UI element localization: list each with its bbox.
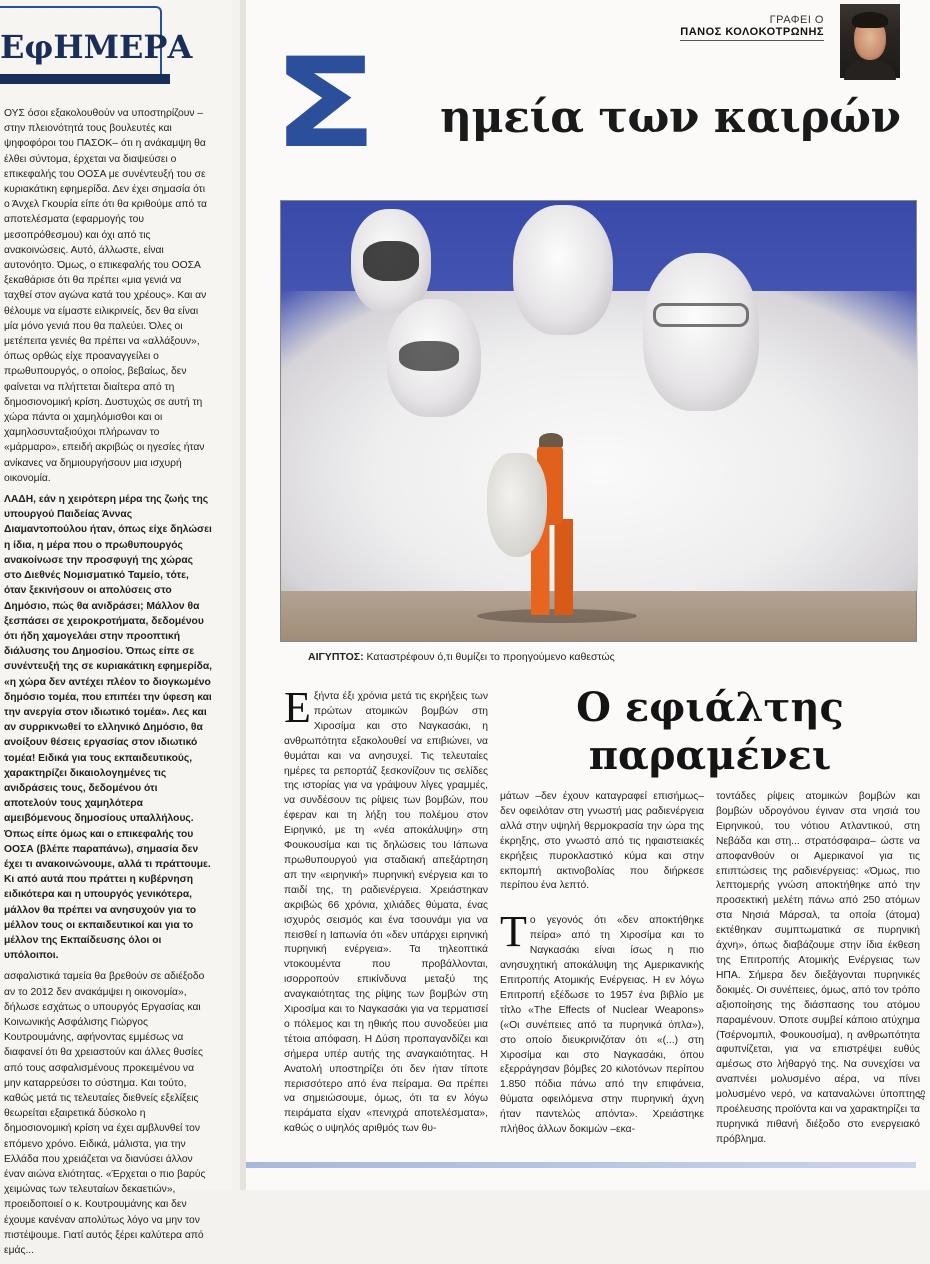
author-name: ΠΑΝΟΣ ΚΟΛΟΚΟΤΡΩΝΗΣ <box>680 26 824 41</box>
photo-caption <box>308 651 615 663</box>
left-sidebar-column <box>0 0 232 1257</box>
photo-caption-text: Καταστρέφουν ό,τι θυμίζει το προηγούμενο καθεστώς <box>363 651 615 663</box>
article-headline: Ο εφιάλτης παραμένει <box>576 684 844 779</box>
photo-worker-sack <box>487 453 547 557</box>
article-column-3: τοντάδες ρίψεις ατομικών βομβών και βομβών υδρογόνου έγιναν στα νησιά του Ειρηνικού, του νότιου Ατλαντικού, στη Νεβάδα και στη... στρατόσφαιρα– ώστε να αποφανθούν οι Αμερικανοί για τις επιπτώσεις της ραδιενέργειας: «Όμως, πιο λεπτομερής γνώση αποκτήθηκε από την προσεκτική μελέτη πάνω από 250 ατόμων στα Νησιά Μάρσαλ, τα οποία (άτομα) εκτέθηκαν συμπτωματικά σε πυρηνική άχνη», όπως διαβάζουμε στην ίδια έκθεση της Επιτροπής Ατομικής Ενέργειας των ΗΠΑ. Σήμερα δεν διεξάγονται πυρηνικές δοκιμές. Οι συνέπειες, όμως, από τον τρόπο αξιοποίησης της διάσπασης του ατόμου παραμένουν. Όποτε συμβεί κάποιο ατύχημα (Τσέρνομπιλ, Φουκουσίμα), η ανθρωπότητα αφυπνίζεται, για να επιστρέψει ευθύς αμέσως στο λήθαργό της. Να συνεχίσει να αναπνέει μολυσμένο αέρα, να πίνει μολυσμένο νερό, να καταναλώνει ύποπτης προέλευσης προϊόντα και να χαρακτηρίζει τα πυρηνικά πιθανή διέξοδο στο ενεργειακό πρόβλημα. <box>716 791 920 1145</box>
author-byline <box>680 14 824 41</box>
author-photo-shirt <box>844 60 896 80</box>
photo-statue-glasses <box>653 303 749 327</box>
page-number: 45 <box>917 1089 928 1101</box>
article-column-2-paragraph-2 <box>500 907 704 1138</box>
author-photo <box>840 4 900 78</box>
photo-mountain <box>281 291 918 591</box>
author-photo-hair <box>852 12 888 28</box>
article-dropcap-1: Ε <box>284 683 311 732</box>
left-paragraph-1: ΟΥΣ όσοι εξακολουθούν να υποστηρίζουν –στην πλειονότητά τους βουλευτές και ψηφοφόροι του ΠΑΣΟΚ– ότι η ανάκαμψη θα έλθει σύντομα, έρχεται να διαψεύσει ο επικεφαλής του ΟΟΣΑ με συνέντευξή του σε κυριακάτικη εφημερίδα. Δεν έχει σημασία ότι ο Άνχελ Γκουρία είπε ότι θα κριθούμε από τα αποτελέσματα (εφαρμογής του μεσοπρόθεσμου) και όχι από τις ανακοινώσεις. Αυτό, άλλωστε, είναι αυτονόητο. Όμως, ο επικεφαλής του ΟΟΣΑ ξεκαθάρισε ότι θα πρέπει «μια γενιά να ταχθεί στον αγώνα κατά του χρέους». Και αν θέλουμε να είμαστε ειλικρινείς, δεν θα είναι μία μόνο γενιά που θα παλεύει. Όλες οι μετέπειτα γενιές θα πρέπει να «αλλάξουν», όπως ορθώς είχε προαναγγείλει ο πρωθυπουργός, ο οποίος, βεβαίως, δεν φαίνεται να πλήττεται διαίτερα από τη δημοσιονομική κρίση. Δυστυχώς σε αυτή τη χώρα πάντα οι χαμηλόμισθοι και οι χαμηλοσυνταξιούχοι πλήρωναν το «μάρμαρο», επειδή ακριβώς οι ηγεσίες ήταν ανίκανες να δημιουργήσουν μια ισχυρή οικονομία. <box>4 108 207 484</box>
photo-statue-head-3 <box>513 205 613 335</box>
photo-caption-place: ΑΙΓΥΠΤΟΣ: <box>308 651 364 663</box>
title-initial: Σ <box>272 32 378 176</box>
article-column-2-text: μάτων –δεν έχουν καταγραφεί επισήμως– δεν οφειλόταν στη γνωστή μας ραδιενέργεια αλλά στην υψηλή θερμοκρασία την ώρα της έκρηξης, στο γνωστό από τις ηφαιστειακές εκρήξεις πυροκλαστικό κύμα και στην εκπομπή ακτινοβολίας που διήρκεσε περίπου ένα λεπτό. <box>500 791 704 892</box>
photo-statue-head-4 <box>643 253 759 411</box>
page-title: ημεία των καιρών <box>440 92 901 143</box>
article-column-2-text-2: ο γεγονός ότι «δεν αποκτήθηκε πείρα» από τη Χιροσίμα και το Ναγκασάκι είναι ίσως η πιο ανησυχητική αποκάλυψη της Αμερικανικής Επιτροπής Ατομικής Ενέργειας. Η εν λόγω Επιτροπή εξέδωσε το 1957 ένα βιβλίο με τίτλο «The Effects of Nuclear Weapons» («Οι συνέπειες από τα πυρηνικά όπλα»), στο οποίο διευκρινιζόταν ότι «(...) στη Χιροσίμα και στο Ναγκασάκι, όπου εξερράγησαν βόμβες 20 κιλοτόνων περίπου 1.850 πόδια πάνω από την επιφάνεια, θύματα οφειλόμενα στην πυρηνική άχνη ήταν παντελώς απόντα». Χρειάστηκε πλήθος άλλων δοκιμών –εκα- <box>500 915 704 1136</box>
main-photo <box>280 200 917 642</box>
section-header <box>0 6 193 86</box>
photo-damage-2 <box>399 341 459 371</box>
article-column-1-text: ξήντα έξι χρόνια μετά τις εκρήξεις των πρώτων ατομικών βομβών στη Χιροσίμα και στο Ναγκασάκι, η ανθρωπότητα εξακολουθεί να επιβιώνει, να θυμάται και να ανησυχεί. Τις τελευταίες ημέρες τα ρεπορτάζ ξεσκονίζουν τις σελίδες της ιστορίας για να γράψουν λίγες γραμμές, να συνδέσουν τις ρίψεις των βομβών, που έφεραν και τη λήξη του πολέμου στον Ειρηνικό, με τη «νέα αποκάλυψη» στη Φουκουσίμα και τις δηλώσεις του Ιάπωνα πρωθυπουργού για σταδιακή απεξάρτηση απ την «ειρηνική» πυρηνική ενέργεια και το παιδί της, τη ραδιενέργεια. Χρειάστηκαν ακριβώς 66 χρόνια, χιλιάδες θύματα, ένας ισχυρός σεισμός και ένα τσουνάμι για να πεισθεί η Ιαπωνία ότι «δεν υπάρχει ειρηνική πυρηνική ενέργεια». Τα τηλεοπτικά ντοκουμέντα που προβάλλονται, ισορροπούν επικίνδυνα μεταξύ της αναγκαιότητας της ρίψης των βομβών στη Χιροσίμα και το Ναγκασάκι για να τερματισεί ο πόλεμος και τη ηθικής που συνοδεύει μια τέτοια απόφαση. Η Δύση προπαγανδίζει και σήμερα υπέρ αυτής της αναγκαιότητας. Η Ανατολή υποστηρίζει ότι δεν ήταν τίποτε περισσότερο από ένα πείραμα. Θα πρέπει να σημειώσουμε, όμως, ότι τα εν λόγω πειράματα είχαν «πενιχρά αποτελέσματα», καθώς ο υψηλός αριθμός των θυ- <box>284 691 488 1135</box>
photo-worker <box>499 433 595 633</box>
photo-worker-cap <box>539 433 563 447</box>
article-dropcap-2: Τ <box>500 907 527 957</box>
photo-damage-1 <box>363 241 419 281</box>
section-header-bar <box>0 74 170 84</box>
bottom-rule <box>246 1162 916 1168</box>
left-paragraph-2: ΛΑΔΗ, εάν η χειρότερη μέρα της ζωής της υπουργού Παιδείας Άννας Διαμαντοπούλου ήταν, όπως είχε δηλώσει η ίδια, η μέρα που ο πρωθυπουργός ανακοίνωσε την προσφυγή της χώρας στο Διεθνές Νομισματικό Ταμείο, τότε, όταν ξεκινήσουν οι απολύσεις στο Δημόσιο, πώς θα ανιδράσει; Μάλλον θα ξεσπάσει σε χειροκροτήματα, δεδομένου ότι ήδη χαμογελάει στην προοπτική διάλυσης του Δημοσίου. Όπως είπε σε συνέντευξή της σε κυριακάτικη εφημερίδα, «η χώρα δεν αντέχει πλέον το διογκωμένο δημόσιο τομέα, που επιπέει την ύφεση και την ανεργία στον ιδιωτικό τομέα». Λες και αν συρρικνωθεί το ελληνικό Δημόσιο, θα ανοίξουν θέσεις εργασίας στον ιδιωτικό τομέα! Ειδικά για τους εκπαιδευτικούς, χαρακτηρίζει δικαιολογημένες τις ανιδράσεις τους, δεδομένου ότι αποτελούν τους χαμηλότερα αμειβόμενους δημοσίους υπαλλήλους. Όπως είπε όμως και ο επικεφαλής του ΟΟΣΑ (βλέπε παραπάνω), σημασία δεν έχει τι ανακοινώνουμε, αλλά τι πράττουμε. Κι από αυτά που πράττει η κυβέρνηση ειδικότερα και η υπουργός γενικότερα, μάλλον θα πρέπει να ανησυχούν για το μέλλον τους οι εκπαιδευτικοί και για το μέλλον της Εκπαίδευσης όλοι οι υπόλοιποι. <box>4 494 213 962</box>
article-column-1 <box>284 683 488 1137</box>
left-paragraph-3: ασφαλιστικά ταμεία θα βρεθούν σε αδιέξοδο αν το 2012 δεν ανακάμψει η οικονομία», δήλωσε εσχάτως ο υπουργός Εργασίας και Κοινωνικής Ασφάλισης Γιώργος Κουτρουμάνης, αφήνοντας εμμέσως να διαφανεί ότι θα χρειαστούν και άλλες θυσίες από τους ασφαλισμένους προκειμένου να μην καταρρεύσει το σύστημα. Και τούτο, καθώς μετά τις τελευταίες διεθνείς εξελίξεις θεωρείται εξαιρετικά δύσκολο η δημοσιονομική κρίση να έχει αμβλυνθεί τον επόμενο χρόνο. Ειδικά, μάλιστα, για την Ελλάδα που χρειάζεται να διανύσει άλλον έναν αιώνα ελιότητας. «Έρχεται ο πιο βαρύς χειμώνας των τελευταίων δεκαετιών», προειδοποιεί ο κ. Κουτρουμάνης και δεν έχουμε κανέναν απολύτως λόγο να μην τον πιστέψουμε. Γιατί αυτός ξέρει καλύτερα από εμάς... <box>4 971 206 1257</box>
author-role: ΓΡΑΦΕΙ Ο <box>769 14 824 26</box>
article-column-2 <box>500 790 704 1138</box>
section-label: ΕφΗΜΕΡΑ <box>0 28 193 66</box>
column-gutter <box>240 0 246 1190</box>
left-column-text <box>4 106 212 1264</box>
